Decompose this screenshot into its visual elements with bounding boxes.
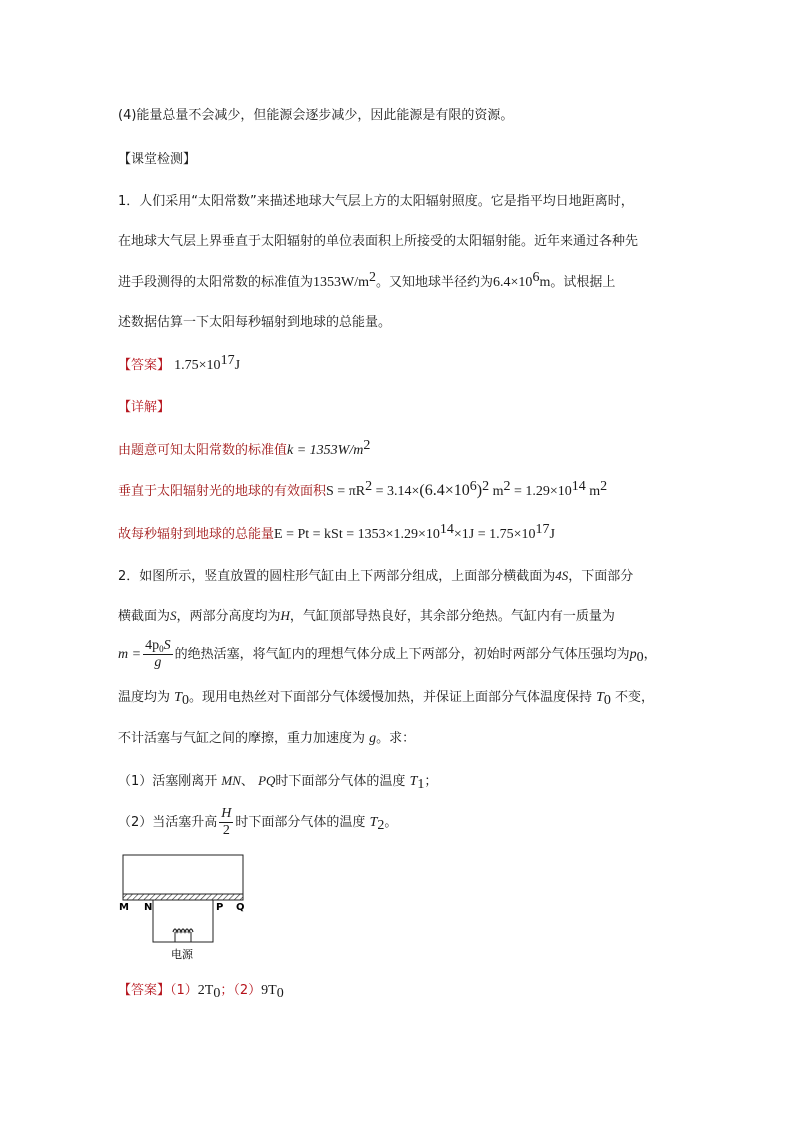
- detail-line2: [118, 481, 607, 502]
- sup: 2: [365, 479, 373, 494]
- text: （2）当活塞升高: [118, 815, 218, 830]
- math: m =: [118, 647, 142, 662]
- math: = 3.14×: [372, 484, 420, 499]
- sup: 17: [535, 522, 550, 537]
- text: （1）活塞刚离开: [118, 774, 218, 789]
- math: PQ: [258, 773, 276, 788]
- text: 。又知地球半径约为: [376, 275, 494, 290]
- sup: 6: [469, 479, 477, 494]
- math: H: [280, 608, 290, 623]
- text: 。试根据上: [550, 275, 616, 290]
- text: ，下面部分: [568, 569, 634, 584]
- math: g: [369, 731, 377, 746]
- sup: 17: [220, 353, 235, 368]
- math: MN: [221, 773, 241, 788]
- text: 横截面为: [118, 609, 171, 624]
- detail-line1: [118, 438, 371, 461]
- text: ，气缸顶部导热良好，其余部分绝热。气缸内有一质量为: [289, 609, 615, 624]
- sub: 0: [603, 693, 611, 708]
- text: ；: [424, 774, 438, 789]
- math: E = Pt = kSt = 1353×1.29×10: [274, 527, 440, 542]
- math: 6.4×10: [493, 275, 533, 290]
- text: 。: [384, 815, 398, 830]
- answer-label: 【答案】: [118, 358, 171, 373]
- denominator: 2: [222, 823, 230, 838]
- q1-line1: 1．人们采用“太阳常数”来描述地球大气层上方的太阳辐射照度。它是指平均日地距离时，: [118, 194, 634, 209]
- fraction: [219, 806, 233, 839]
- q2-line4: [118, 688, 654, 708]
- label-M: M: [119, 902, 129, 913]
- math: k = 1353W/m: [287, 443, 364, 458]
- lower-cylinder: [153, 900, 213, 942]
- math: m: [539, 275, 551, 290]
- q2-line1: [118, 566, 633, 587]
- cylinder-diagram: [112, 852, 252, 964]
- q2-line2: [118, 606, 615, 627]
- math: 4S: [555, 568, 569, 583]
- heater-coil-icon: [173, 929, 193, 932]
- sub: 2: [377, 818, 385, 833]
- detail-label: [118, 398, 170, 418]
- text-line: (4)能量总量不会减少，但能源会逐步减少，因此能源是有限的资源。: [118, 108, 514, 123]
- denominator: g: [154, 655, 162, 670]
- wires: [175, 932, 191, 942]
- sup: 2: [503, 479, 511, 494]
- math: ): [476, 482, 483, 499]
- text: 。求：: [376, 731, 416, 746]
- text: ；（2）: [220, 983, 262, 998]
- math: m: [489, 484, 504, 499]
- math: T: [369, 815, 378, 830]
- q2-sub1: [118, 771, 437, 792]
- sub: 0: [213, 986, 221, 1001]
- text: 2．如图所示，竖直放置的圆柱形气缸由上下两部分组成，上面部分横截面为: [118, 569, 556, 584]
- sub: 1: [417, 777, 425, 792]
- math: S: [170, 608, 177, 623]
- math: (6.4×10: [419, 482, 470, 499]
- q1-line3: [118, 270, 616, 293]
- text: 的绝热活塞，将气缸内的理想气体分成上下两部分，初始时两部分气体压强均为: [174, 647, 630, 662]
- piston: [123, 894, 243, 900]
- detail-label-text: 【详解】: [118, 400, 171, 415]
- math: T: [596, 690, 604, 705]
- math: J: [549, 527, 555, 542]
- q2-sub2: [118, 806, 397, 840]
- numerator: H: [221, 806, 232, 821]
- q1-line2: 在地球大气层上界垂直于太阳辐射的单位表面积上所接受的太阳辐射能。近年来通过各种先: [118, 234, 639, 249]
- q2-answer: [118, 981, 284, 1001]
- text: 时下面部分气体的温度: [275, 774, 406, 789]
- sub: 0: [276, 986, 284, 1001]
- text: 不计活塞与气缸之间的摩擦，重力加速度为: [118, 731, 366, 746]
- text: （1）: [170, 983, 198, 998]
- text: 不变，: [615, 690, 655, 705]
- fraction: [143, 638, 173, 671]
- math: 9T: [261, 983, 277, 998]
- q2-line5: [118, 729, 415, 749]
- math: ×1J = 1.75×10: [453, 527, 536, 542]
- sup: 2: [363, 438, 371, 453]
- math: T: [409, 774, 418, 789]
- sup: 2: [482, 479, 490, 494]
- text: 时下面部分气体的温度: [235, 815, 366, 830]
- label-Q: Q: [236, 902, 245, 913]
- text: 。现用电热丝对下面部分气体缓慢加热，并保证上面部分气体温度保持: [188, 690, 592, 705]
- text: 垂直于太阳辐射光的地球的有效面积: [118, 484, 327, 499]
- detail-line3: [118, 522, 555, 545]
- math: p: [629, 647, 637, 662]
- math: 1353W/m: [313, 275, 370, 290]
- sup: 2: [369, 270, 377, 285]
- upper-cylinder: [123, 855, 243, 894]
- text: 进手段测得的太阳常数的标准值为: [118, 275, 314, 290]
- text: 由题意可知太阳常数的标准值: [118, 443, 288, 458]
- numerator: $4p_0S$: [145, 638, 171, 654]
- math: 2T: [197, 983, 214, 998]
- sup: 14: [571, 479, 586, 494]
- math: T: [174, 690, 182, 705]
- q1-answer: [118, 353, 241, 376]
- answer-value: 1.75×10: [174, 358, 221, 373]
- answer-unit: J: [234, 358, 241, 373]
- section-title: 【课堂检测】: [118, 152, 197, 167]
- text: ，两部分高度均为: [176, 609, 281, 624]
- text: 、: [240, 774, 254, 789]
- sup: 6: [532, 270, 540, 285]
- math: S = πR: [326, 484, 366, 499]
- answer-label: 【答案】: [118, 983, 171, 998]
- sup: 14: [439, 522, 454, 537]
- math: = 1.29×10: [510, 484, 572, 499]
- label-N: N: [144, 902, 153, 913]
- text: 故每秒辐射到地球的总能量: [118, 527, 275, 542]
- q2-line3: [118, 638, 657, 672]
- sup: 2: [600, 479, 608, 494]
- label-P: P: [216, 902, 224, 913]
- power-label: 电源: [171, 948, 193, 961]
- text: 温度均为: [118, 690, 171, 705]
- q1-line4: 述数据估算一下太阳每秒辐射到地球的总能量。: [118, 315, 392, 330]
- text: ，: [643, 647, 657, 662]
- math: m: [585, 484, 601, 499]
- sub: 0: [636, 650, 644, 665]
- sub: 0: [181, 693, 189, 708]
